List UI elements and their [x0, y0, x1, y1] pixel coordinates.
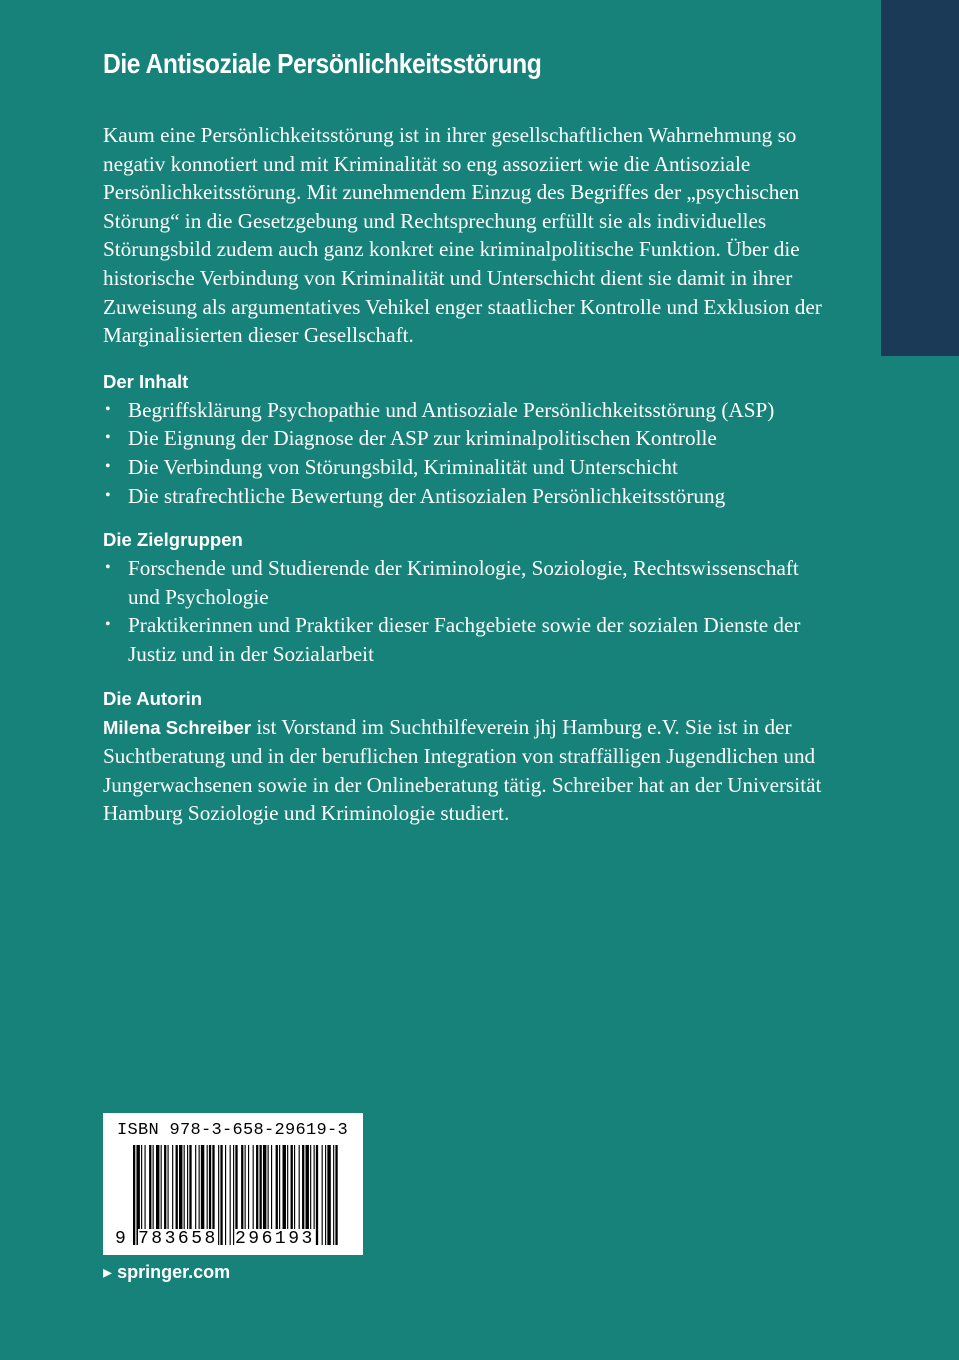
- bullet-icon: •: [105, 486, 111, 504]
- barcode-bar: [333, 1145, 334, 1245]
- barcode-bar: [133, 1145, 135, 1245]
- isbn-label: ISBN 978-3-658-29619-3: [117, 1121, 349, 1140]
- barcode-left-digits: 783658: [138, 1229, 218, 1249]
- corner-accent-bar: [881, 0, 959, 356]
- list-item: • Die Verbindung von Störungsbild, Kriminalität und Unterschicht: [103, 453, 823, 482]
- bullet-icon: •: [105, 559, 111, 577]
- list-item: • Begriffsklärung Psychopathie und Antisoziale Persönlichkeitsstörung (ASP): [103, 396, 823, 425]
- barcode-bar: [322, 1145, 323, 1245]
- barcode-bar: [225, 1145, 226, 1245]
- barcode-bar: [316, 1145, 318, 1245]
- back-cover-content: [103, 44, 823, 846]
- autorin-heading: Die Autorin: [103, 687, 203, 709]
- barcode-bar: [230, 1145, 231, 1245]
- bullet-icon: •: [105, 457, 111, 475]
- author-bio: [103, 713, 823, 828]
- barcode-first-digit: 9: [115, 1229, 126, 1249]
- author-name: Milena Schreiber: [103, 716, 252, 738]
- barcode-bar: [218, 1145, 219, 1245]
- inhalt-heading: Der Inhalt: [103, 370, 189, 392]
- zielgruppen-list: [103, 554, 823, 668]
- inhalt-list: [103, 396, 823, 510]
- barcode-bar: [335, 1145, 337, 1245]
- intro-paragraph: Kaum eine Persönlichkeitsstörung ist in ihrer gesellschaftlichen Wahrnehmung so negativ konnotiert und mit Kriminalität so eng assoziiert wie die Antisoziale Persönlichkeitsstörung. Mit zunehmendem Einzug des Begriffes der „psychischen Störung“ in die Gesetzgebung und Rechtsprechung erfüllt sie als individuelles Störungsbild zudem auch ganz konkret eine kriminalpolitische Funktion. Über die historische Verbindung von Kriminalität und Unterschicht dient sie damit in ihrer Zuweisung als argumentatives Vehikel enger staatlicher Kontrolle und Exklusion der Marginalisierten dieser Gesellschaft.: [103, 123, 822, 348]
- barcode-right-digits: 296193: [235, 1229, 315, 1249]
- list-item: • Forschende und Studierende der Kriminologie, Soziologie, Rechtswissenschaft und Psychologie: [105, 556, 799, 609]
- zielgruppen-heading: Die Zielgruppen: [103, 529, 243, 551]
- barcode-bar: [220, 1145, 222, 1245]
- book-title: Die Antisoziale Persönlichkeitsstörung: [103, 48, 542, 79]
- author-bio-text: ist Vorstand im Suchthilfeverein jhj Hamburg e.V. Sie ist in der Suchtberatung und in der beruflichen Integration von straffälligen Jugendlichen und Jungerwachsenen sowie in der Onlineberatung tätig. Schreiber hat an der Universität Hamburg Soziologie und Kriminologie studiert.: [103, 714, 822, 826]
- publisher-link[interactable]: ▸ springer.com: [103, 1262, 231, 1282]
- bullet-icon: •: [105, 400, 111, 418]
- isbn-barcode: [103, 1113, 363, 1255]
- bullet-icon: •: [105, 429, 111, 447]
- barcode-bar: [327, 1145, 330, 1245]
- barcode-bar: [325, 1145, 326, 1245]
- list-item: • Die Eignung der Diagnose der ASP zur kriminalpolitischen Kontrolle: [103, 424, 823, 453]
- arrow-right-icon: ▸: [103, 1262, 113, 1282]
- bullet-icon: •: [105, 616, 111, 634]
- list-item: • Praktikerinnen und Praktiker dieser Fachgebiete sowie der sozialen Dienste der Justiz und in der Sozialarbeit: [105, 613, 801, 666]
- list-item: • Die strafrechtliche Bewertung der Antisozialen Persönlichkeitsstörung: [103, 482, 823, 511]
